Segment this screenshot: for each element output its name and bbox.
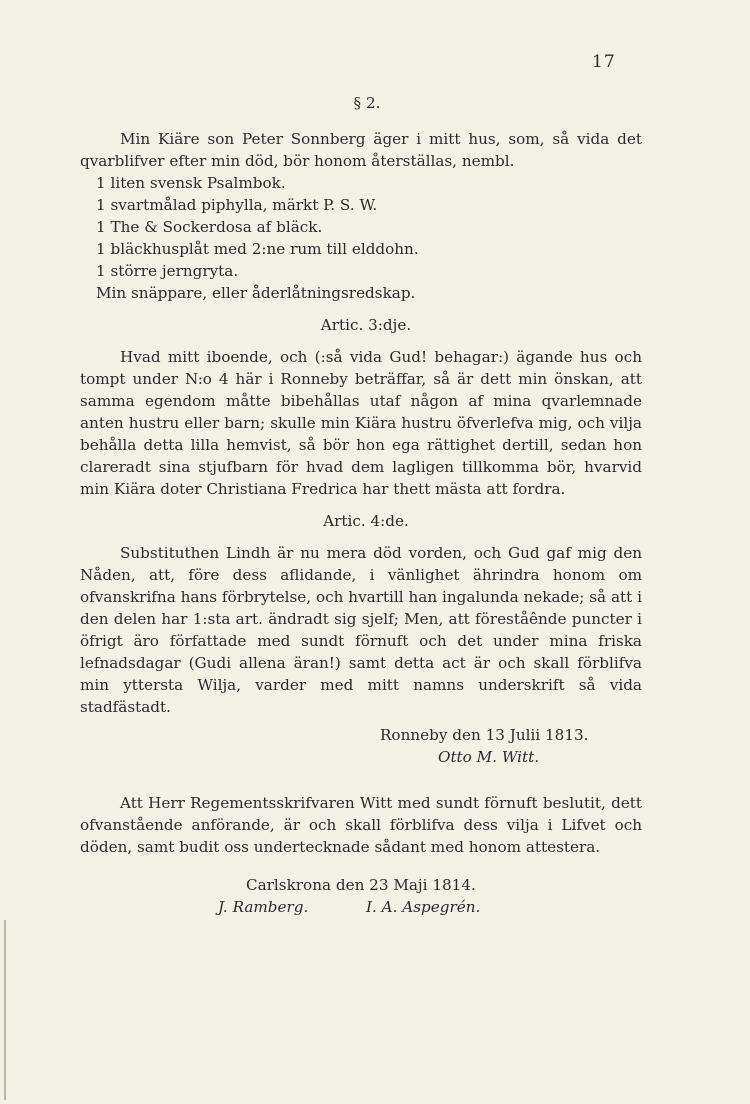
list-item: 1 bläckhusplåt med 2:ne rum till elddohn. — [96, 240, 419, 258]
attestation-place-date: Carlskrona den 23 Maji 1814. — [246, 876, 476, 894]
closing-place-date: Ronneby den 13 Julii 1813. — [380, 726, 589, 744]
testator-signature: Otto M. Witt. — [438, 748, 540, 766]
list-item: 1 liten svensk Psalmbok. — [96, 174, 286, 192]
item-list — [80, 172, 642, 304]
attestation-text: Att Herr Regementsskrifvaren Witt med sundt förnuft beslutit, dett ofvanstående anförande, är och skall förblifva dess vilja i Lifvet och döden, samt budit oss undertecknade sådant med honom attestera. — [80, 794, 642, 856]
witness-signature-1: J. Ramberg. — [218, 898, 309, 916]
article-3-text: Hvad mitt iboende, och (:så vida Gud! behagar:) ägande hus och tompt under N:o 4 här i Ronneby beträffar, så är dett min önskan, att samma egendom måtte bibehållas utaf någon af mina qvarlemnade anten hustru eller barn; skulle min Kiära hustru öfverlefva mig, och vilja behålla detta lilla hemvist, så bör hon ega rättighet dertill, sedan hon clareradt sina stjufbarn för hvad dem lagligen tillkomma bör, hvarvid min Kiära doter Christiana Fredrica har thett mästa att fordra. — [80, 348, 642, 498]
article-3-heading: Artic. 3:dje. — [320, 316, 412, 334]
witness-signatures — [80, 896, 642, 918]
article-4-heading: Artic. 4:de. — [323, 512, 409, 530]
list-item: Min snäppare, eller åderlåtningsredskap. — [96, 284, 416, 302]
article-4-text: Substituthen Lindh är nu mera död vorden, och Gud gaf mig den Nåden, att, före dess aflidande, i vänlighet ährindra honom om ofvanskrifna hans förbrytelse, och hvartill han ingalunda nekade; så att i den delen har 1:sta art. ändradt sig sjelf; Men, att föreståênde puncter i öfrigt äro författade med sundt förnuft och det under mina friska lefnadsdagar (Gudi allena äran!) samt detta act är och skall förblifva min yttersta Wilja, varder med mitt namns underskrift så vida stadfästadt. — [80, 544, 642, 716]
witness-signature-2: I. A. Aspegrén. — [366, 898, 481, 916]
page-number: 17 — [592, 52, 616, 72]
list-item: 1 större jerngryta. — [96, 262, 239, 280]
page-edge-line — [4, 920, 6, 1100]
list-item: 1 The & Sockerdosa af bläck. — [96, 218, 323, 236]
section-heading: § 2. — [353, 94, 381, 112]
document-body — [80, 92, 642, 918]
section-intro: Min Kiäre son Peter Sonnberg äger i mitt hus, som, så vida det qvarblifver efter min död, bör honom återställas, nembl. — [80, 130, 642, 170]
list-item: 1 svartmålad piphylla, märkt P. S. W. — [96, 196, 378, 214]
